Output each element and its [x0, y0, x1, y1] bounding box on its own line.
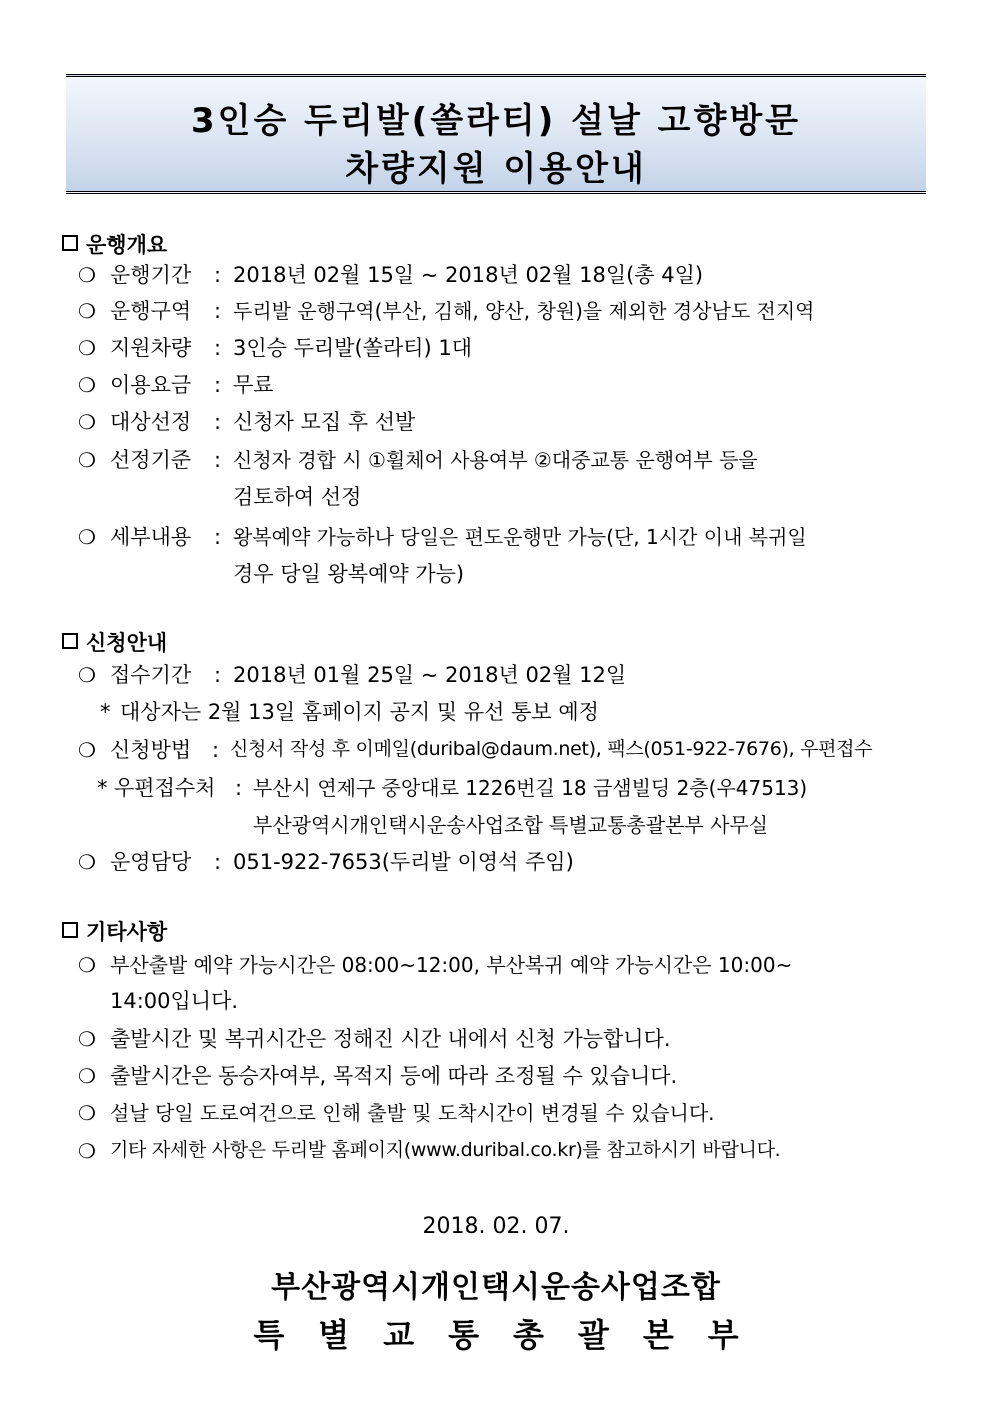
section-heading-application: 신청안내: [62, 627, 167, 657]
circle-bullet-icon: ❍: [78, 850, 96, 874]
item-label: 운행구역: [110, 299, 192, 323]
circle-bullet-icon: ❍: [78, 336, 96, 360]
item-value-continued: 부산광역시개인택시운송사업조합 특별교통총괄본부 사무실: [253, 813, 769, 837]
circle-bullet-icon: ❍: [78, 410, 96, 434]
colon: :: [214, 336, 222, 360]
asterisk-icon: *: [100, 700, 111, 724]
colon: :: [214, 373, 222, 397]
colon: :: [214, 850, 222, 874]
document-title-line1: 3인승 두리발(쏠라티) 설날 고향방문: [190, 101, 802, 141]
checkbox-square-icon: [62, 633, 78, 649]
circle-bullet-icon: ❍: [78, 263, 96, 287]
colon: :: [214, 448, 222, 472]
item-value: 신청자 모집 후 선발: [233, 410, 416, 434]
item-text: 설날 당일 도로여건으로 인해 출발 및 도착시간이 변경될 수 있습니다.: [110, 1101, 715, 1125]
item-label: 우편접수처: [114, 776, 216, 800]
colon: :: [235, 776, 243, 800]
circle-bullet-icon: ❍: [78, 1101, 96, 1125]
circle-bullet-icon: ❍: [78, 373, 96, 397]
circle-bullet-icon: ❍: [78, 738, 96, 762]
organization-department: 특별교통총괄본부: [253, 1316, 773, 1354]
colon: :: [214, 299, 222, 323]
item-text: 기타 자세한 사항은 두리발 홈페이지(www.duribal.co.kr)를 참고하시기 바랍니다.: [110, 1139, 781, 1161]
checkbox-square-icon: [62, 235, 78, 251]
item-label: 대상선정: [110, 410, 192, 434]
circle-bullet-icon: ❍: [78, 525, 96, 549]
item-value: 무료: [233, 373, 274, 397]
item-value: 왕복예약 가능하나 당일은 편도운행만 가능(단, 1시간 이내 복귀일: [233, 525, 807, 549]
item-value-continued: 검토하여 선정: [233, 485, 362, 509]
colon: :: [214, 525, 222, 549]
circle-bullet-icon: ❍: [78, 663, 96, 687]
item-value: 2018년 02월 15일 ~ 2018년 02월 18일(총 4일): [233, 263, 704, 287]
item-value: 051-922-7653(두리발 이영석 주임): [233, 850, 574, 874]
colon: :: [214, 263, 222, 287]
section-heading-other: 기타사항: [62, 916, 167, 946]
item-label: 선정기준: [110, 448, 192, 472]
item-value: 두리발 운행구역(부산, 김해, 양산, 창원)을 제외한 경상남도 전지역: [233, 299, 815, 323]
colon: :: [214, 410, 222, 434]
document-title-line2: 차량지원 이용안내: [345, 149, 647, 189]
asterisk-icon: *: [97, 776, 108, 800]
circle-bullet-icon: ❍: [78, 1064, 96, 1088]
item-label: 지원차량: [110, 336, 192, 360]
item-text: 출발시간은 동승자여부, 목적지 등에 따라 조정될 수 있습니다.: [110, 1064, 678, 1088]
item-text-continued: 14:00입니다.: [110, 989, 239, 1013]
item-value: 부산시 연제구 중앙대로 1226번길 18 금샘빌딩 2층(우47513): [253, 776, 808, 800]
organization-name: 부산광역시개인택시운송사업조합: [271, 1270, 721, 1305]
item-value: 신청서 작성 후 이메일(duribal@daum.net), 팩스(051-922-7676), 우편접수: [230, 738, 873, 760]
item-label: 이용요금: [110, 373, 192, 397]
item-text: 부산출발 예약 가능시간은 08:00~12:00, 부산복귀 예약 가능시간은 10:00~: [110, 953, 793, 977]
circle-bullet-icon: ❍: [78, 1139, 96, 1163]
note-text: 대상자는 2월 13일 홈페이지 공지 및 유선 통보 예정: [120, 700, 599, 724]
item-label: 신청방법: [110, 738, 192, 762]
section-heading-operation: 운행개요: [62, 229, 167, 259]
item-value: 3인승 두리발(쏠라티) 1대: [233, 336, 473, 360]
circle-bullet-icon: ❍: [78, 1027, 96, 1051]
colon: :: [214, 663, 222, 687]
circle-bullet-icon: ❍: [78, 448, 96, 472]
item-value-continued: 경우 당일 왕복예약 가능): [233, 562, 465, 586]
circle-bullet-icon: ❍: [78, 953, 96, 977]
circle-bullet-icon: ❍: [78, 299, 96, 323]
colon: :: [212, 738, 220, 762]
item-label: 접수기간: [110, 663, 192, 687]
checkbox-square-icon: [62, 922, 78, 938]
item-label: 운영담당: [110, 850, 192, 874]
item-label: 세부내용: [110, 525, 192, 549]
item-text: 출발시간 및 복귀시간은 정해진 시간 내에서 신청 가능합니다.: [110, 1027, 671, 1051]
item-label: 운행기간: [110, 263, 192, 287]
item-value: 신청자 경합 시 ①휠체어 사용여부 ②대중교통 운행여부 등을: [233, 448, 758, 472]
item-value: 2018년 01월 25일 ~ 2018년 02월 12일: [233, 663, 627, 687]
title-banner: [66, 74, 926, 194]
document-date: 2018. 02. 07.: [422, 1214, 570, 1239]
